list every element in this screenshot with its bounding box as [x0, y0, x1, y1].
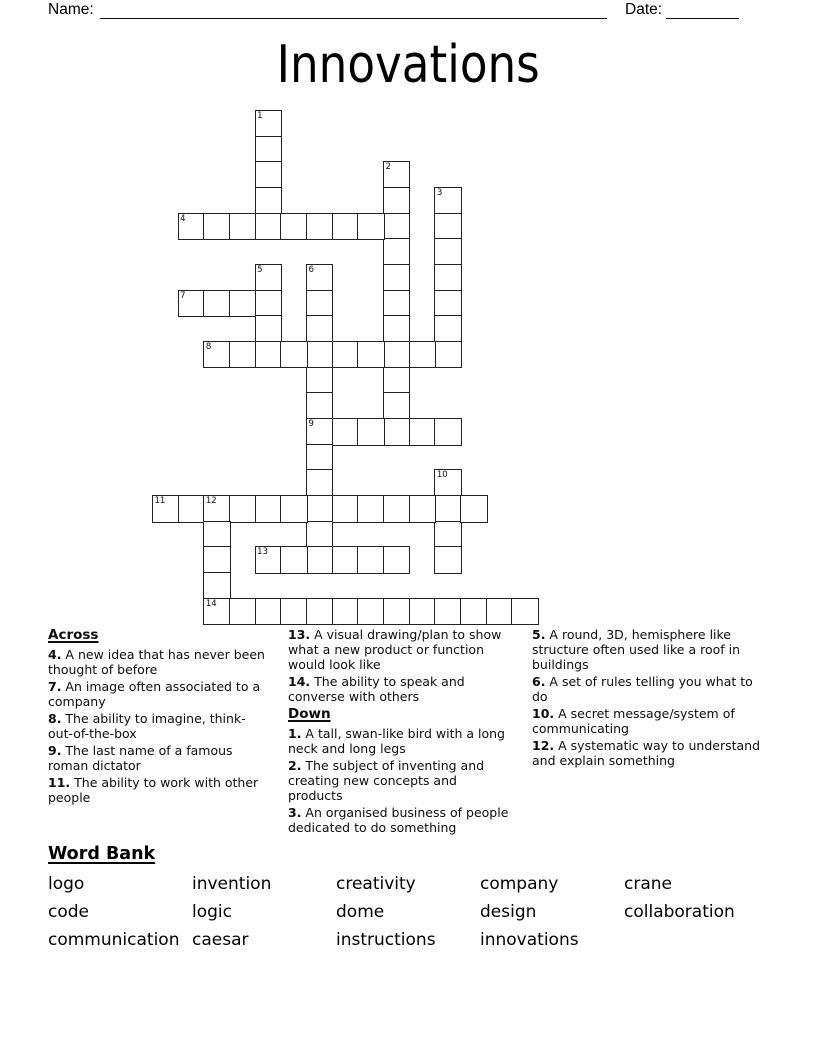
grid-cell[interactable] [306, 264, 333, 291]
clues-column-2 [288, 627, 515, 837]
cell-number: 1 [257, 111, 263, 121]
grid-cell[interactable] [306, 495, 333, 522]
grid-cell[interactable] [383, 161, 410, 188]
clue-1: 1. A tall, swan-like bird with a long neck and long legs [288, 726, 505, 756]
cell-number: 11 [154, 496, 166, 507]
grid-cell[interactable] [306, 546, 333, 573]
clue-4: 4. A new idea that has never been thought of before [48, 647, 265, 677]
cell-number: 13 [257, 547, 268, 558]
grid-cell[interactable] [383, 238, 410, 265]
grid-cell[interactable] [255, 264, 282, 291]
down-heading: Down [288, 706, 331, 722]
grid-cell[interactable] [306, 444, 333, 471]
clue-number: 13. [288, 627, 311, 642]
grid-cell[interactable] [255, 110, 282, 137]
across-heading: Across [48, 627, 99, 643]
grid-cell[interactable] [383, 315, 410, 342]
cell-number: 14 [205, 598, 217, 609]
grid-cell[interactable] [409, 495, 436, 522]
clue-number: 11. [48, 775, 71, 790]
cell-number: 6 [308, 265, 314, 276]
grid-cell[interactable] [434, 546, 461, 573]
page-title [0, 35, 816, 95]
grid-cell[interactable] [383, 598, 410, 625]
grid-cell[interactable] [229, 290, 256, 317]
grid-cell[interactable] [229, 341, 256, 368]
cell-number: 3 [436, 188, 443, 198]
grid-cell[interactable] [255, 213, 282, 240]
cell-number: 9 [308, 419, 314, 430]
grid-cell[interactable] [383, 290, 410, 317]
grid-cell[interactable] [203, 572, 230, 599]
cell-number: 5 [257, 265, 263, 276]
word-bank-word: invention [192, 874, 272, 894]
grid-cell[interactable] [306, 598, 333, 625]
word-bank-word: caesar [192, 930, 249, 950]
cell-number: 7 [180, 290, 186, 301]
grid-cell[interactable] [383, 367, 410, 394]
clue-7: 7. An image often associated to a company [48, 679, 261, 709]
clue-number: 8. [48, 711, 62, 726]
word-bank-word: collaboration [624, 902, 735, 922]
grid-cell[interactable] [280, 213, 307, 240]
name-line[interactable] [100, 18, 607, 19]
word-bank-word: logic [192, 902, 232, 922]
grid-cell[interactable] [357, 418, 384, 445]
grid-cell[interactable] [357, 341, 384, 368]
grid-cell[interactable] [383, 546, 410, 573]
grid-cell[interactable] [332, 495, 359, 522]
clue-10: 10. A secret message/system of communicating [532, 706, 735, 736]
clue-14: 14. The ability to speak and converse with others [288, 674, 465, 704]
date-label: Date: [625, 1, 663, 18]
cell-number: 4 [180, 213, 186, 224]
word-bank-word: instructions [336, 930, 436, 950]
grid-cell[interactable] [383, 341, 410, 368]
grid-cell[interactable] [332, 213, 359, 240]
grid-cell[interactable] [434, 341, 461, 368]
word-bank-grid [48, 874, 768, 950]
grid-cell[interactable] [332, 341, 359, 368]
clue-number: 2. [288, 758, 302, 773]
grid-cell[interactable] [486, 598, 513, 625]
name-label: Name: [48, 1, 94, 18]
cell-number: 8 [205, 342, 212, 353]
grid-cell[interactable] [306, 392, 333, 419]
clue-6: 6. A set of rules telling you what to do [532, 674, 753, 704]
cell-number: 12 [205, 496, 217, 507]
cell-number: 10 [436, 470, 448, 481]
clue-number: 10. [532, 706, 555, 721]
grid-cell[interactable] [203, 290, 230, 317]
grid-cell[interactable] [434, 264, 461, 291]
grid-cell[interactable] [434, 315, 461, 342]
grid-cell[interactable] [178, 495, 205, 522]
grid-cell[interactable] [280, 546, 307, 573]
grid-cell[interactable] [229, 598, 256, 625]
grid-cell[interactable] [203, 598, 230, 625]
clue-2: 2. The subject of inventing and creating new concepts and products [288, 758, 485, 803]
grid-cell[interactable] [383, 495, 410, 522]
grid-cell[interactable] [383, 264, 410, 291]
grid-cell[interactable] [434, 469, 461, 496]
grid-cell[interactable] [203, 521, 230, 548]
grid-cell[interactable] [203, 546, 230, 573]
grid-cell[interactable] [434, 290, 461, 317]
grid-cell[interactable] [357, 546, 384, 573]
date-line[interactable] [666, 18, 739, 19]
word-bank-word: logo [48, 874, 85, 894]
grid-cell[interactable] [306, 341, 333, 368]
grid-cell[interactable] [306, 290, 333, 317]
clue-number: 12. [532, 738, 555, 753]
clue-12: 12. A systematic way to understand and explain something [532, 738, 761, 768]
grid-cell[interactable] [306, 213, 333, 240]
grid-cell[interactable] [332, 546, 359, 573]
grid-cell[interactable] [357, 495, 384, 522]
grid-cell[interactable] [255, 495, 282, 522]
grid-cell[interactable] [434, 521, 461, 548]
cell-number: 2 [385, 162, 391, 173]
grid-cell[interactable] [434, 238, 461, 265]
grid-cell[interactable] [306, 469, 333, 496]
grid-cell[interactable] [409, 418, 436, 445]
word-bank-word: innovations [480, 930, 579, 950]
grid-cell[interactable] [409, 598, 436, 625]
word-bank-word: design [480, 902, 537, 922]
word-bank-word: company [480, 874, 559, 894]
clue-8: 8. The ability to imagine, think-out-of-the-box [48, 711, 246, 741]
clue-5: 5. A round, 3D, hemisphere like structure often used like a roof in buildings [532, 627, 741, 672]
grid-cell[interactable] [434, 213, 461, 240]
grid-cell[interactable] [280, 598, 307, 625]
word-bank-word: code [48, 902, 89, 922]
grid-cell[interactable] [152, 495, 179, 522]
grid-cell[interactable] [332, 418, 359, 445]
grid-cell[interactable] [203, 213, 230, 240]
grid-cell[interactable] [255, 290, 282, 317]
grid-cell[interactable] [434, 418, 461, 445]
grid-cell[interactable] [229, 213, 256, 240]
word-bank-word: creativity [336, 874, 416, 894]
grid-cell[interactable] [306, 521, 333, 548]
clue-number: 3. [288, 805, 302, 820]
grid-cell[interactable] [434, 598, 461, 625]
clue-number: 5. [532, 627, 546, 642]
word-bank-word: communication [48, 930, 180, 950]
page-title-text: Innovations [276, 35, 540, 95]
grid-cell[interactable] [434, 187, 461, 214]
clue-number: 4. [48, 647, 62, 662]
clue-3: 3. An organised business of people dedicated to do something [288, 805, 509, 835]
clue-11: 11. The ability to work with other people [48, 775, 259, 805]
grid-cell[interactable] [178, 213, 205, 240]
grid-cell[interactable] [383, 392, 410, 419]
grid-cell[interactable] [255, 161, 282, 188]
word-bank-word: crane [624, 874, 672, 894]
word-bank-heading: Word Bank [48, 844, 156, 864]
grid-cell[interactable] [229, 495, 256, 522]
grid-cell[interactable] [383, 187, 410, 214]
grid-cell[interactable] [255, 136, 282, 163]
grid-cell[interactable] [460, 598, 487, 625]
grid-cell[interactable] [409, 341, 436, 368]
grid-cell[interactable] [280, 341, 307, 368]
grid-cell[interactable] [306, 367, 333, 394]
grid-cell[interactable] [332, 598, 359, 625]
grid-cell[interactable] [280, 495, 307, 522]
grid-cell[interactable] [255, 187, 282, 214]
grid-cell[interactable] [460, 495, 487, 522]
grid-cell[interactable] [255, 546, 282, 573]
grid-cell[interactable] [255, 315, 282, 342]
grid-cell[interactable] [255, 341, 282, 368]
grid-cell[interactable] [203, 495, 230, 522]
grid-cell[interactable] [203, 341, 230, 368]
grid-cell[interactable] [383, 418, 410, 445]
grid-cell[interactable] [306, 418, 333, 445]
clue-number: 1. [288, 726, 302, 741]
word-bank-word: dome [336, 902, 385, 922]
grid-cell[interactable] [306, 315, 333, 342]
clue-13: 13. A visual drawing/plan to show what a new product or function would look like [288, 627, 502, 672]
clue-number: 7. [48, 679, 62, 694]
clues-column-1 [48, 627, 268, 807]
grid-cell[interactable] [178, 290, 205, 317]
clue-9: 9. The last name of a famous roman dictator [48, 743, 233, 773]
clue-number: 14. [288, 674, 311, 689]
clue-number: 9. [48, 743, 62, 758]
grid-cell[interactable] [383, 213, 410, 240]
grid-cell[interactable] [357, 598, 384, 625]
clues-column-3 [532, 627, 763, 770]
grid-cell[interactable] [511, 598, 538, 625]
grid-cell[interactable] [434, 495, 461, 522]
grid-cell[interactable] [255, 598, 282, 625]
grid-cell[interactable] [357, 213, 384, 240]
clue-number: 6. [532, 674, 546, 689]
